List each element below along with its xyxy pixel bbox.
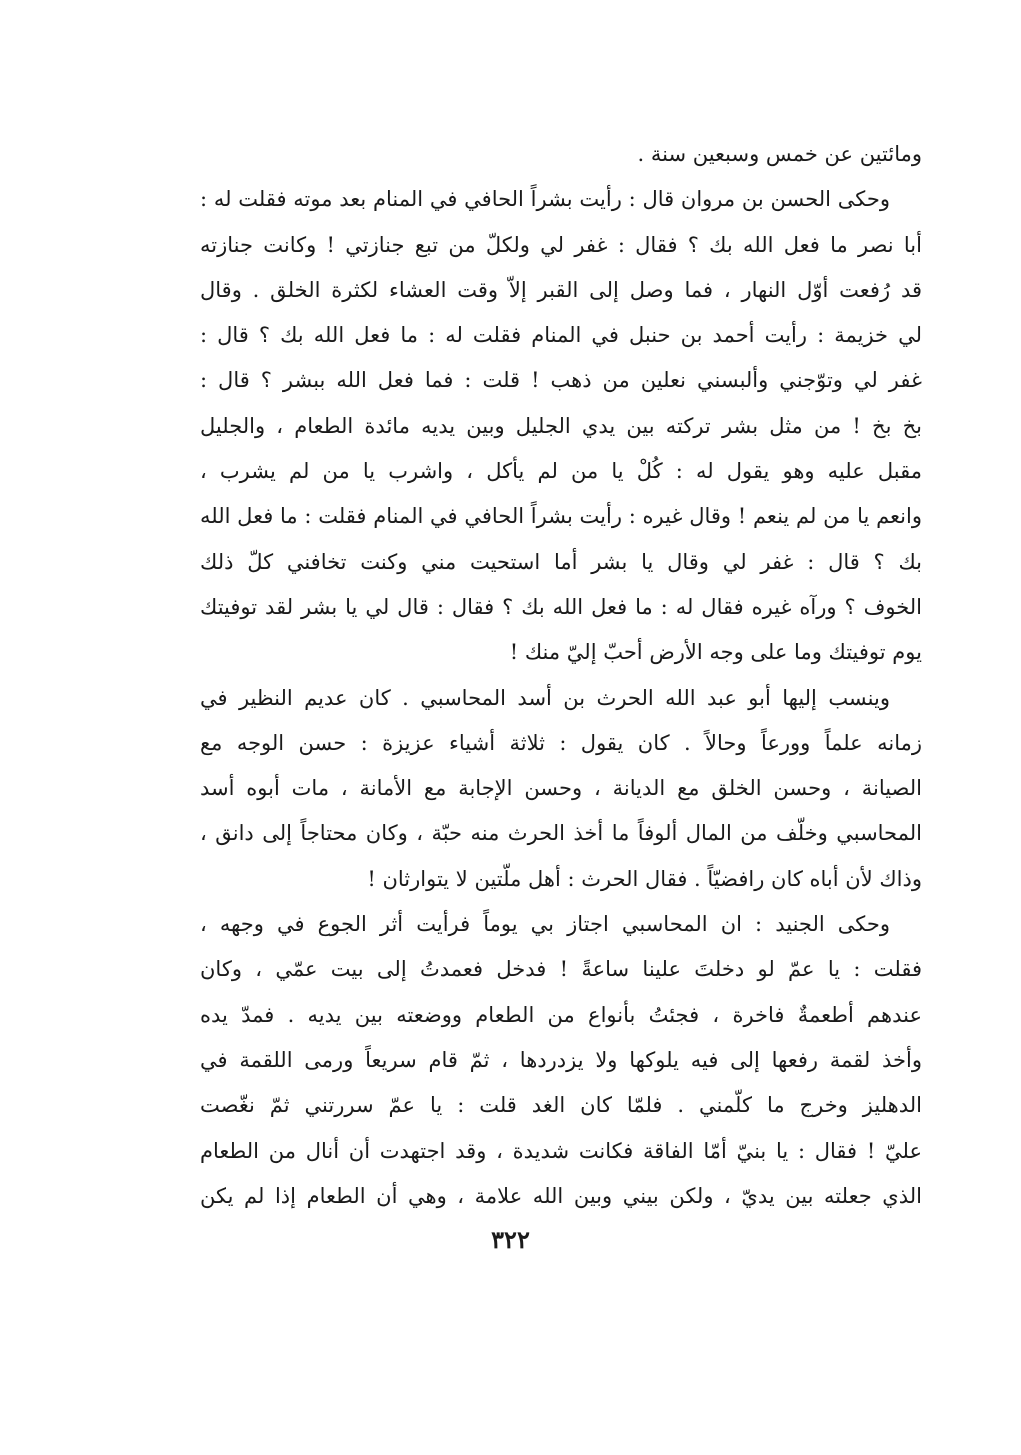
text-line: مقبل عليه وهو يقول له : كُلْ يا من لم يأكل ، واشرب يا من لم يشرب ، <box>200 459 922 484</box>
text-line: وانعم يا من لم ينعم ! وقال غيره : رأيت بشراً الحافي في المنام فقلت : ما فعل الله <box>200 504 922 529</box>
text-line: عندهم أطعمةٌ فاخرة ، فجئتُ بأنواع من الطعام ووضعته بين يديه . فمدّ يده <box>200 1002 922 1027</box>
text-line: يوم توفيتك وما على وجه الأرض أحبّ إليّ منك ! <box>509 640 922 665</box>
page-number: ٣٢٢ <box>491 1225 530 1254</box>
text-line: عليّ ! فقال : يا بنيّ أمّا الفاقة فكانت شديدة ، وقد اجتهدت أن أنال من الطعام <box>200 1138 922 1163</box>
text-line: زمانه علماً وورعاً وحالاً . كان يقول : ثلاثة أشياء عزيزة : حسن الوجه مع <box>200 730 922 755</box>
text-line: غفر لي وتوّجني وألبسني نعلين من ذهب ! قلت : فما فعل الله ببشر ؟ قال : <box>200 368 922 393</box>
text-line: وذاك لأن أباه كان رافضيّاً . فقال الحرث : أهل ملّتين لا يتوارثان ! <box>367 866 922 891</box>
text-line: بك ؟ قال : غفر لي وقال يا بشر أما استحيت مني وكنت تخافني كلّ ذلك <box>200 549 922 574</box>
text-line: فقلت : يا عمّ لو دخلتَ علينا ساعةً ! فدخل فعمدتُ إلى بيت عمّي ، وكان <box>200 957 922 982</box>
text-line: لي خزيمة : رأيت أحمد بن حنبل في المنام فقلت له : ما فعل الله بك ؟ قال : <box>200 323 922 348</box>
text-line: وحكى الحسن بن مروان قال : رأيت بشراً الحافي في المنام بعد موته فقلت له : <box>200 187 890 212</box>
text-line: الدهليز وخرج ما كلّمني . فلمّا كان الغد قلت : يا عمّ سررتني ثمّ نغّصت <box>200 1093 922 1118</box>
text-line: الذي جعلته بين يديّ ، ولكن بيني وبين الله علامة ، وهي أن الطعام إذا لم يكن <box>200 1183 922 1208</box>
text-line: ومائتين عن خمس وسبعين سنة . <box>637 142 922 166</box>
text-line: بخ بخ ! من مثل بشر تركته بين يدي الجليل وبين يديه مائدة الطعام ، والجليل <box>200 413 922 438</box>
text-line: وأخذ لقمة رفعها إلى فيه يلوكها ولا يزدردها ، ثمّ قام سريعاً ورمى اللقمة في <box>200 1047 922 1072</box>
text-line: وحكى الجنيد : ان المحاسبي اجتاز بي يوماً فرأيت أثر الجوع في وجهه ، <box>200 912 890 937</box>
text-line: قد رُفعت أوّل النهار ، فما وصل إلى القبر إلاّ وقت العشاء لكثرة الخلق . وقال <box>200 277 922 302</box>
text-line: أبا نصر ما فعل الله بك ؟ فقال : غفر لي ولكلّ من تبع جنازتي ! وكانت جنازته <box>200 232 922 257</box>
text-line: وينسب إليها أبو عبد الله الحرث بن أسد المحاسبي . كان عديم النظير في <box>200 685 890 710</box>
text-line: المحاسبي وخلّف من المال ألوفاً ما أخذ الحرث منه حبّة ، وكان محتاجاً إلى دانق ، <box>200 821 922 846</box>
text-line: الخوف ؟ ورآه غيره فقال له : ما فعل الله بك ؟ فقال : قال لي يا بشر لقد توفيتك <box>200 594 922 619</box>
text-line: الصيانة ، وحسن الخلق مع الديانة ، وحسن الإجابة مع الأمانة ، مات أبوه أسد <box>200 776 922 801</box>
page-body-text <box>200 132 922 1219</box>
